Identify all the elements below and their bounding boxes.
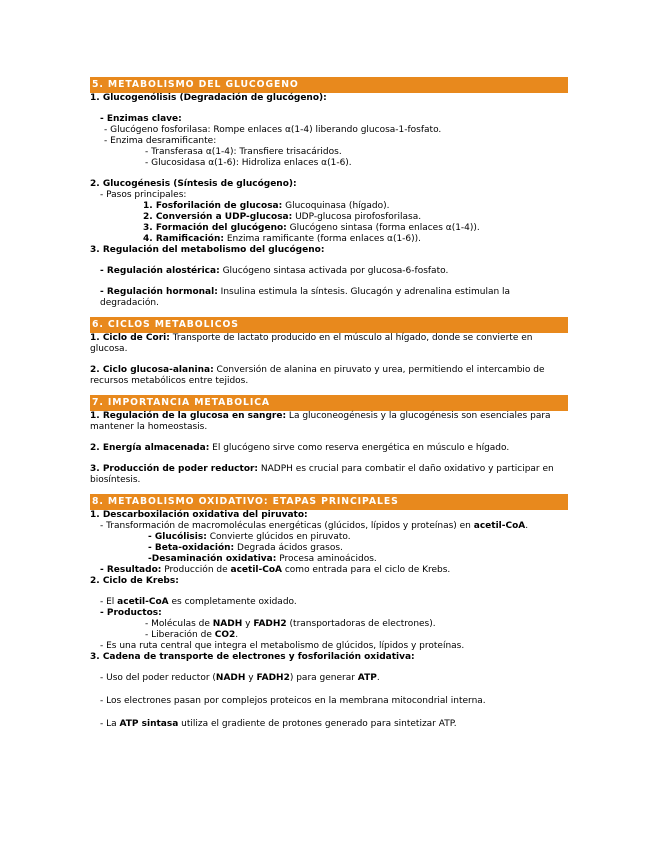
paso-1: 1. Fosforilación de glucosa: Glucoquinasa (hígado). xyxy=(143,201,390,211)
productos-line: - Productos: xyxy=(100,608,162,618)
desaminacion-line: -Desaminación oxidativa: Procesa aminoácidos. xyxy=(148,554,377,564)
heading-cadena: 3. Cadena de transporte de electrones y fosforilación oxidativa: xyxy=(90,652,415,662)
regulacion-hormonal: - Regulación hormonal: Insulina estimula la síntesis. Glucagón y adrenalina estimulan la degradación. xyxy=(100,287,511,308)
section-5-header: 5. METABOLISMO DEL GLUCOGENO xyxy=(90,77,568,93)
heading-krebs: 2. Ciclo de Krebs: xyxy=(90,576,179,586)
heading-descarboxilacion: 1. Descarboxilación oxidativa del piruvato: xyxy=(90,510,308,520)
glucosidasa-line: - Glucosidasa α(1-6): Hidroliza enlaces α(1-6). xyxy=(145,158,352,168)
moleculas-line: - Moléculas de NADH y FADH2 (transportadoras de electrones). xyxy=(145,619,436,629)
fosforilasa-line: - Glucógeno fosforilasa: Rompe enlaces α(1-4) liberando glucosa-1-fosfato. xyxy=(104,125,442,135)
section-7-header: 7. IMPORTANCIA METABOLICA xyxy=(90,395,568,411)
glucolisis-line: - Glucólisis: Convierte glúcidos en piruvato. xyxy=(148,532,351,542)
transferasa-line: - Transferasa α(1-4): Transfiere trisacáridos. xyxy=(145,147,342,157)
section-8-header: 8. METABOLISMO OXIDATIVO: ETAPAS PRINCIPALES xyxy=(90,494,568,510)
paso-3: 3. Formación del glucógeno: Glucógeno sintasa (forma enlaces α(1-4)). xyxy=(143,223,480,233)
paso-4: 4. Ramificación: Enzima ramificante (forma enlaces α(1-6)). xyxy=(143,234,422,244)
ciclo-glucosa-alanina: 2. Ciclo glucosa-alanina: Conversión de alanina en piruvato y urea, permitiendo el intercambio de recursos metabólicos entre tejidos. xyxy=(90,365,545,386)
document xyxy=(90,77,568,730)
atp-sintasa-line: - La ATP sintasa utiliza el gradiente de protones generado para sintetizar ATP. xyxy=(100,719,457,729)
importancia-1: 1. Regulación de la glucosa en sangre: La gluconeogénesis y la glucogénesis son esenciales para mantener la homeostasis. xyxy=(90,411,551,432)
heading-glucogenesis: 2. Glucogénesis (Síntesis de glucógeno): xyxy=(90,179,297,189)
importancia-2: 2. Energía almacenada: El glucógeno sirve como reserva energética en músculo e hígado. xyxy=(90,443,510,453)
enzimas-clave: - Enzimas clave: xyxy=(100,114,182,124)
uso-poder-reductor: - Uso del poder reductor (NADH y FADH2) para generar ATP. xyxy=(100,673,380,683)
heading-regulacion: 3. Regulación del metabolismo del glucógeno: xyxy=(90,245,325,255)
resultado-line: - Resultado: Producción de acetil-CoA como entrada para el ciclo de Krebs. xyxy=(100,565,451,575)
beta-oxidacion-line: - Beta-oxidación: Degrada ácidos grasos. xyxy=(148,543,343,553)
ciclo-cori: 1. Ciclo de Cori: Transporte de lactato producido en el músculo al hígado, donde se convierte en glucosa. xyxy=(90,333,533,354)
electrones-line: - Los electrones pasan por complejos proteicos en la membrana mitocondrial interna. xyxy=(100,696,486,706)
ruta-central-line: - Es una ruta central que integra el metabolismo de glúcidos, lípidos y proteínas. xyxy=(100,641,465,651)
acetil-coa-line: - El acetil-CoA es completamente oxidado. xyxy=(100,597,297,607)
paso-2: 2. Conversión a UDP-glucosa: UDP-glucosa pirofosforilasa. xyxy=(143,212,422,222)
importancia-3: 3. Producción de poder reductor: NADPH es crucial para combatir el daño oxidativo y participar en biosíntesis. xyxy=(90,464,554,485)
liberacion-line: - Liberación de CO2. xyxy=(145,630,239,640)
section-6-header: 6. CICLOS METABOLICOS xyxy=(90,317,568,333)
transformacion-line: - Transformación de macromoléculas energéticas (glúcidos, lípidos y proteínas) en acetil-CoA. xyxy=(100,521,529,531)
heading-glucogenolisis: 1. Glucogenólisis (Degradación de glucógeno): xyxy=(90,93,327,103)
pasos-principales: - Pasos principales: xyxy=(100,190,187,200)
regulacion-alosterica: - Regulación alostérica: Glucógeno sintasa activada por glucosa-6-fosfato. xyxy=(100,266,449,276)
desramificante-line: - Enzima desramificante: xyxy=(104,136,217,146)
